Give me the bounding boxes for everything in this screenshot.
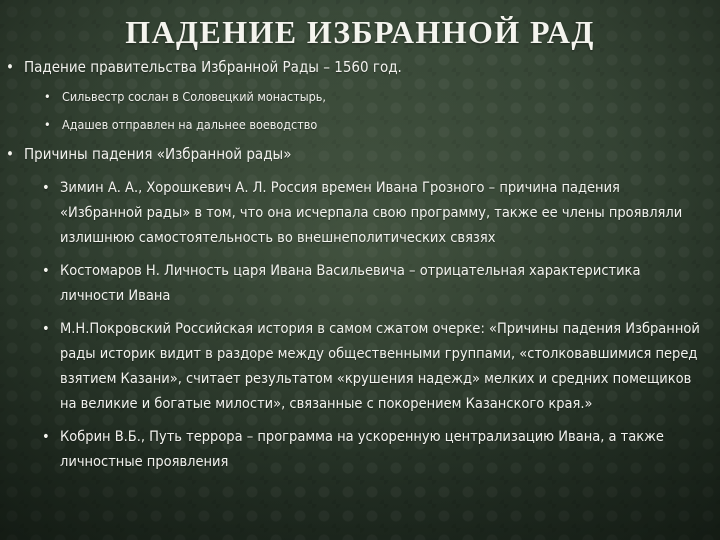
bullet-marker: • [42,428,50,445]
sub-bullet-item [42,259,706,309]
bullet-marker: • [42,321,50,338]
sub-bullet-item [44,89,706,105]
sub-bullet-text: Сильвестр сослан в Соловецкий монастырь, [62,89,326,105]
bullet-marker: • [6,58,14,76]
bullet-marker: • [44,117,51,133]
bullet-marker: • [6,145,14,164]
sub-bullet-item [42,176,706,251]
slide-title: ПАДЕНИЕ ИЗБРАННОЙ РАД [125,14,595,50]
sub-bullet-text: Кобрин В.Б., Путь террора – программа на ускоренную централизацию Ивана, а также личностные проявления [60,428,664,470]
bullet-marker: • [42,263,50,280]
sub-bullet-text: Костомаров Н. Личность царя Ивана Васильевича – отрицательная характеристика личности Ивана [60,263,641,305]
bullet-marker: • [42,180,50,197]
bullet-text: Причины падения «Избранной рады» [24,145,292,164]
sub-bullet-text: М.Н.Покровский Российская история в самом сжатом очерке: «Причины падения Избранной рады историк видит в раздоре между общественными группами, «столковавшимися перед взятием Казани», считает результатом «крушения надежд» мелких и средних помещиков на великие и богатые милости», связанные с покорением Казанского края.» [60,321,700,412]
bullet-marker: • [44,89,51,105]
bullet-text: Падение правительства Избранной Рады – 1560 год. [24,58,402,76]
bullet-item-reasons [6,145,706,164]
slide-content [6,58,706,483]
sub-bullet-text: Зимин А. А., Хорошкевич А. Л. Россия времен Ивана Грозного – причина падения «Избранной рады» в том, что она исчерпала свою программу, также ее члены проявляли излишнюю самостоятельность во внешнеполитических связях [60,180,683,247]
sub-bullet-item [44,117,706,133]
sub-bullet-item [42,317,706,417]
sub-bullet-item [42,425,706,475]
sub-bullet-text: Адашев отправлен на дальнее воеводство [62,117,318,133]
bullet-item-government-fall [6,58,706,77]
